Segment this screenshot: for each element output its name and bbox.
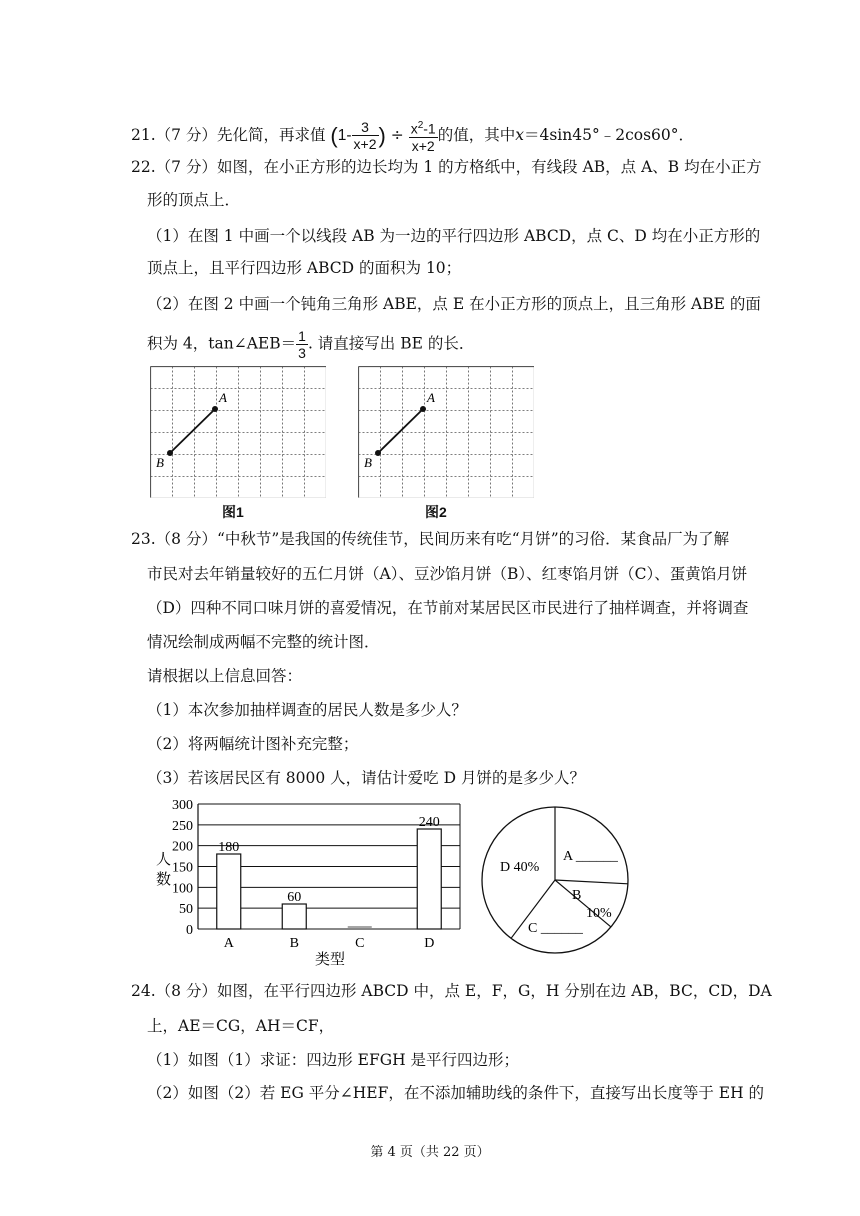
q22-part2-line1: （2）在图 2 中画一个钝角三角形 ABE，点 E 在小正方形的顶点上，且三角形 ABE 的面 — [147, 295, 761, 313]
y-tick-label: 100 — [172, 881, 193, 897]
point-a-dot — [212, 406, 218, 412]
tan-fraction: $\frac{1}{3}$ — [298, 328, 306, 361]
y-tick-label: 0 — [186, 923, 193, 938]
x-tick-label-B: B — [289, 936, 299, 951]
point-b-dot — [375, 450, 381, 456]
bar-B — [282, 904, 306, 929]
q22-line2: 形的顶点上． — [147, 191, 241, 209]
q23-part1: （1）本次参加抽样调查的居民人数是多少人？ — [147, 701, 467, 719]
x-tick-label-D: D — [424, 936, 435, 951]
point-b-label: B — [156, 455, 164, 470]
bar-chart — [140, 792, 470, 972]
pie-label-B: B — [572, 888, 582, 903]
y-axis-label: 数 — [156, 872, 172, 888]
q24-part2: （2）如图（2）若 EG 平分∠HEF，在不添加辅助线的条件下，直接写出长度等于 EH 的 — [147, 1084, 765, 1102]
pie-label-D: D 40% — [500, 860, 540, 875]
segment-ab — [378, 409, 423, 453]
x-axis-label: 类型 — [314, 952, 346, 968]
q22-part2-line2: 积为 4，tan∠AEB＝ $\frac{1}{3}$ . 请直接写出 BE 的长． — [147, 328, 475, 361]
q24-line2: 上，AE＝CG，AH＝CF， — [147, 1017, 335, 1035]
point-b-label: B — [364, 455, 372, 470]
q23-line4: 情况绘制成两幅不完整的统计图． — [147, 633, 380, 651]
q23-line1: 23.（8 分）“中秋节”是我国的传统佳节，民间历来有吃“月饼”的习俗．某食品厂为了解 — [131, 530, 730, 548]
q21-line: 21.（7 分）先化简，再求值 (1- $\frac{3}{x+2}$ ) ÷ $\frac{x^2-1}{x+2}$ 的值，其中x＝4sin45°﹣2cos60°． — [131, 119, 695, 154]
y-tick-label: 250 — [172, 818, 193, 834]
q24-line1: 24.（8 分）如图，在平行四边形 ABCD 中，点 E，F，G，H 分别在边 AB，BC，CD，DA — [131, 982, 772, 1000]
q23-line2: 市民对去年销量较好的五仁月饼（A）、豆沙馅月饼（B）、红枣馅月饼（C）、蛋黄馅月饼 — [147, 565, 748, 583]
q22-part1-line2: 顶点上，且平行四边形 ABCD 的面积为 10； — [147, 259, 462, 277]
q23-line5: 请根据以上信息回答： — [147, 667, 303, 685]
data-label-D: 240 — [418, 815, 440, 830]
y-tick-label: 50 — [179, 902, 193, 918]
x-tick-label-C: C — [355, 936, 365, 951]
bar-A — [217, 854, 241, 929]
q23-line3: （D）四种不同口味月饼的喜爱情况，在节前对某居民区市民进行了抽样调查，并将调查 — [147, 599, 749, 617]
fraction-1: $\frac{3}{x+2}$ — [353, 119, 377, 153]
q23-part3: （3）若该居民区有 8000 人，请估计爱吃 D 月饼的是多少人？ — [147, 769, 585, 787]
fraction-2: $\frac{x^2-1}{x+2}$ — [410, 120, 436, 154]
figure-2-caption: 图2 — [425, 504, 447, 520]
close-paren: ) — [378, 122, 386, 148]
y-tick-label: 300 — [172, 798, 193, 813]
grid-figure-2 — [358, 366, 534, 498]
q24-part1: （1）如图（1）求证：四边形 EFGH 是平行四边形； — [147, 1051, 520, 1069]
q22-line1: 22.（7 分）如图，在小正方形的边长均为 1 的方格纸中，有线段 AB，点 A、B 均在小正方 — [131, 158, 762, 176]
q22-part1-line1: （1）在图 1 中画一个以线段 AB 为一边的平行四边形 ABCD，点 C、D 均在小正方形的 — [147, 227, 761, 245]
data-label-A: 180 — [218, 840, 240, 855]
pie-pct-B: 10% — [586, 906, 612, 921]
y-axis-label: 人 — [156, 852, 172, 868]
data-label-B: 60 — [287, 890, 302, 905]
pie-chart — [480, 800, 640, 960]
point-b-dot — [167, 450, 173, 456]
pie-label-C: C ______ — [528, 921, 583, 936]
y-tick-label: 200 — [172, 839, 193, 855]
figure-1-caption: 图1 — [222, 504, 244, 520]
y-tick-label: 150 — [172, 860, 193, 876]
point-a-label: A — [427, 390, 435, 405]
bar-D — [417, 829, 441, 929]
grid-figure-1 — [150, 366, 326, 498]
page-footer: 第 4 页（共 22 页） — [370, 1145, 490, 1160]
open-paren: ( — [330, 122, 338, 148]
point-a-dot — [420, 406, 426, 412]
x-tick-label-A: A — [223, 936, 234, 951]
pie-label-A: A ______ — [563, 849, 618, 864]
point-a-label: A — [219, 390, 227, 405]
segment-ab — [170, 409, 215, 453]
q23-part2: （2）将两幅统计图补充完整； — [147, 735, 359, 753]
